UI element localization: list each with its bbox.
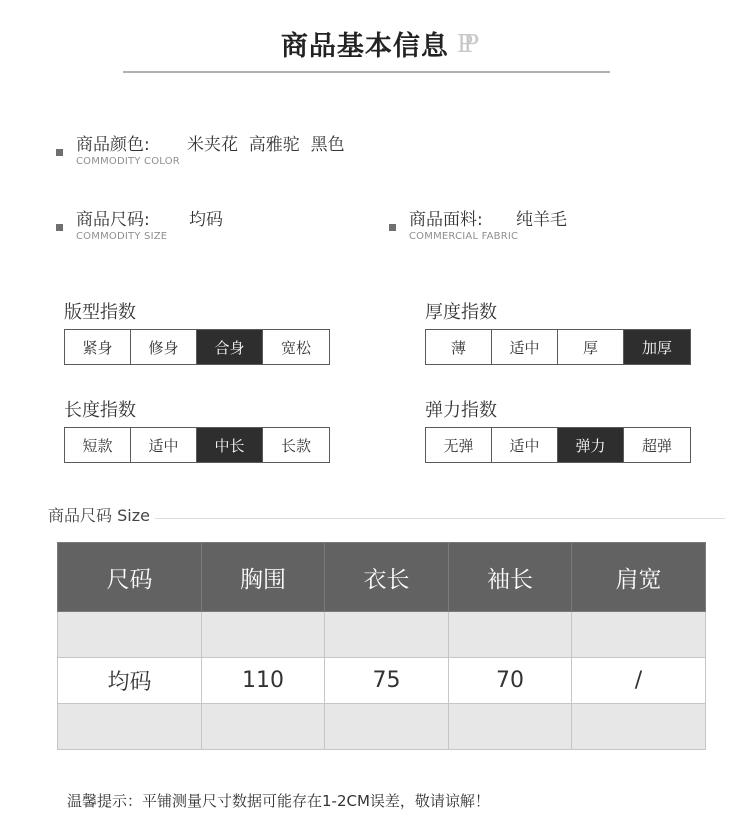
thickness-option-selected: 加厚 bbox=[624, 330, 690, 364]
size-section-heading: 商品尺码 Size bbox=[48, 506, 150, 525]
fabric-sub-label: COMMERCIAL FABRIC bbox=[409, 231, 519, 242]
size-section-divider bbox=[155, 518, 725, 519]
table-cell: 70 bbox=[449, 658, 572, 704]
table-cell bbox=[58, 612, 202, 658]
length-index-title: 长度指数 bbox=[64, 400, 136, 421]
thickness-option: 适中 bbox=[492, 330, 558, 364]
size-sub-label: COMMODITY SIZE bbox=[76, 231, 168, 242]
elasticity-index-scale bbox=[425, 427, 691, 463]
bullet-icon bbox=[56, 224, 63, 231]
size-table bbox=[57, 542, 706, 750]
table-cell bbox=[449, 612, 572, 658]
size-table-header-row bbox=[58, 543, 706, 612]
table-cell: 75 bbox=[325, 658, 449, 704]
fit-option: 修身 bbox=[131, 330, 197, 364]
fit-option-selected: 合身 bbox=[197, 330, 263, 364]
elasticity-option: 超弹 bbox=[624, 428, 690, 462]
table-cell bbox=[325, 704, 449, 750]
bullet-icon bbox=[56, 149, 63, 156]
thickness-index-title: 厚度指数 bbox=[425, 302, 497, 323]
fit-option: 宽松 bbox=[263, 330, 329, 364]
table-row bbox=[58, 704, 706, 750]
table-cell bbox=[572, 612, 706, 658]
brand-logo: PP bbox=[456, 29, 470, 58]
table-cell bbox=[202, 704, 325, 750]
table-cell bbox=[202, 612, 325, 658]
size-header-cell: 袖长 bbox=[449, 543, 572, 612]
table-cell bbox=[325, 612, 449, 658]
table-cell bbox=[572, 704, 706, 750]
color-value: 米夹花 高雅驼 黑色 bbox=[187, 135, 345, 155]
table-cell: / bbox=[572, 658, 706, 704]
length-option: 适中 bbox=[131, 428, 197, 462]
size-header-cell: 肩宽 bbox=[572, 543, 706, 612]
page-title bbox=[0, 24, 750, 63]
table-cell bbox=[58, 704, 202, 750]
fit-index-scale bbox=[64, 329, 330, 365]
elasticity-option-selected: 弹力 bbox=[558, 428, 624, 462]
table-cell bbox=[449, 704, 572, 750]
size-value: 均码 bbox=[189, 210, 223, 230]
fit-option: 紧身 bbox=[65, 330, 131, 364]
measurement-tip: 温馨提示：平铺测量尺寸数据可能存在1-2CM误差，敬请谅解！ bbox=[67, 792, 490, 810]
table-row bbox=[58, 612, 706, 658]
table-cell: 均码 bbox=[58, 658, 202, 704]
length-option: 短款 bbox=[65, 428, 131, 462]
fabric-label: 商品面料: bbox=[409, 210, 483, 230]
size-label: 商品尺码: bbox=[76, 210, 150, 230]
color-label: 商品颜色: bbox=[76, 135, 150, 155]
fabric-value: 纯羊毛 bbox=[516, 210, 567, 230]
page-title-text: 商品基本信息 bbox=[280, 31, 449, 62]
elasticity-option: 适中 bbox=[492, 428, 558, 462]
length-index-scale bbox=[64, 427, 330, 463]
size-header-cell: 胸围 bbox=[202, 543, 325, 612]
size-header-cell: 衣长 bbox=[325, 543, 449, 612]
color-sub-label: COMMODITY COLOR bbox=[76, 156, 180, 167]
thickness-index-scale bbox=[425, 329, 691, 365]
elasticity-index-title: 弹力指数 bbox=[425, 400, 497, 421]
thickness-option: 厚 bbox=[558, 330, 624, 364]
thickness-option: 薄 bbox=[426, 330, 492, 364]
length-option-selected: 中长 bbox=[197, 428, 263, 462]
size-header-cell: 尺码 bbox=[58, 543, 202, 612]
table-cell: 110 bbox=[202, 658, 325, 704]
table-row bbox=[58, 658, 706, 704]
title-divider bbox=[123, 71, 610, 73]
elasticity-option: 无弹 bbox=[426, 428, 492, 462]
length-option: 长款 bbox=[263, 428, 329, 462]
fit-index-title: 版型指数 bbox=[64, 302, 136, 323]
bullet-icon bbox=[389, 224, 396, 231]
